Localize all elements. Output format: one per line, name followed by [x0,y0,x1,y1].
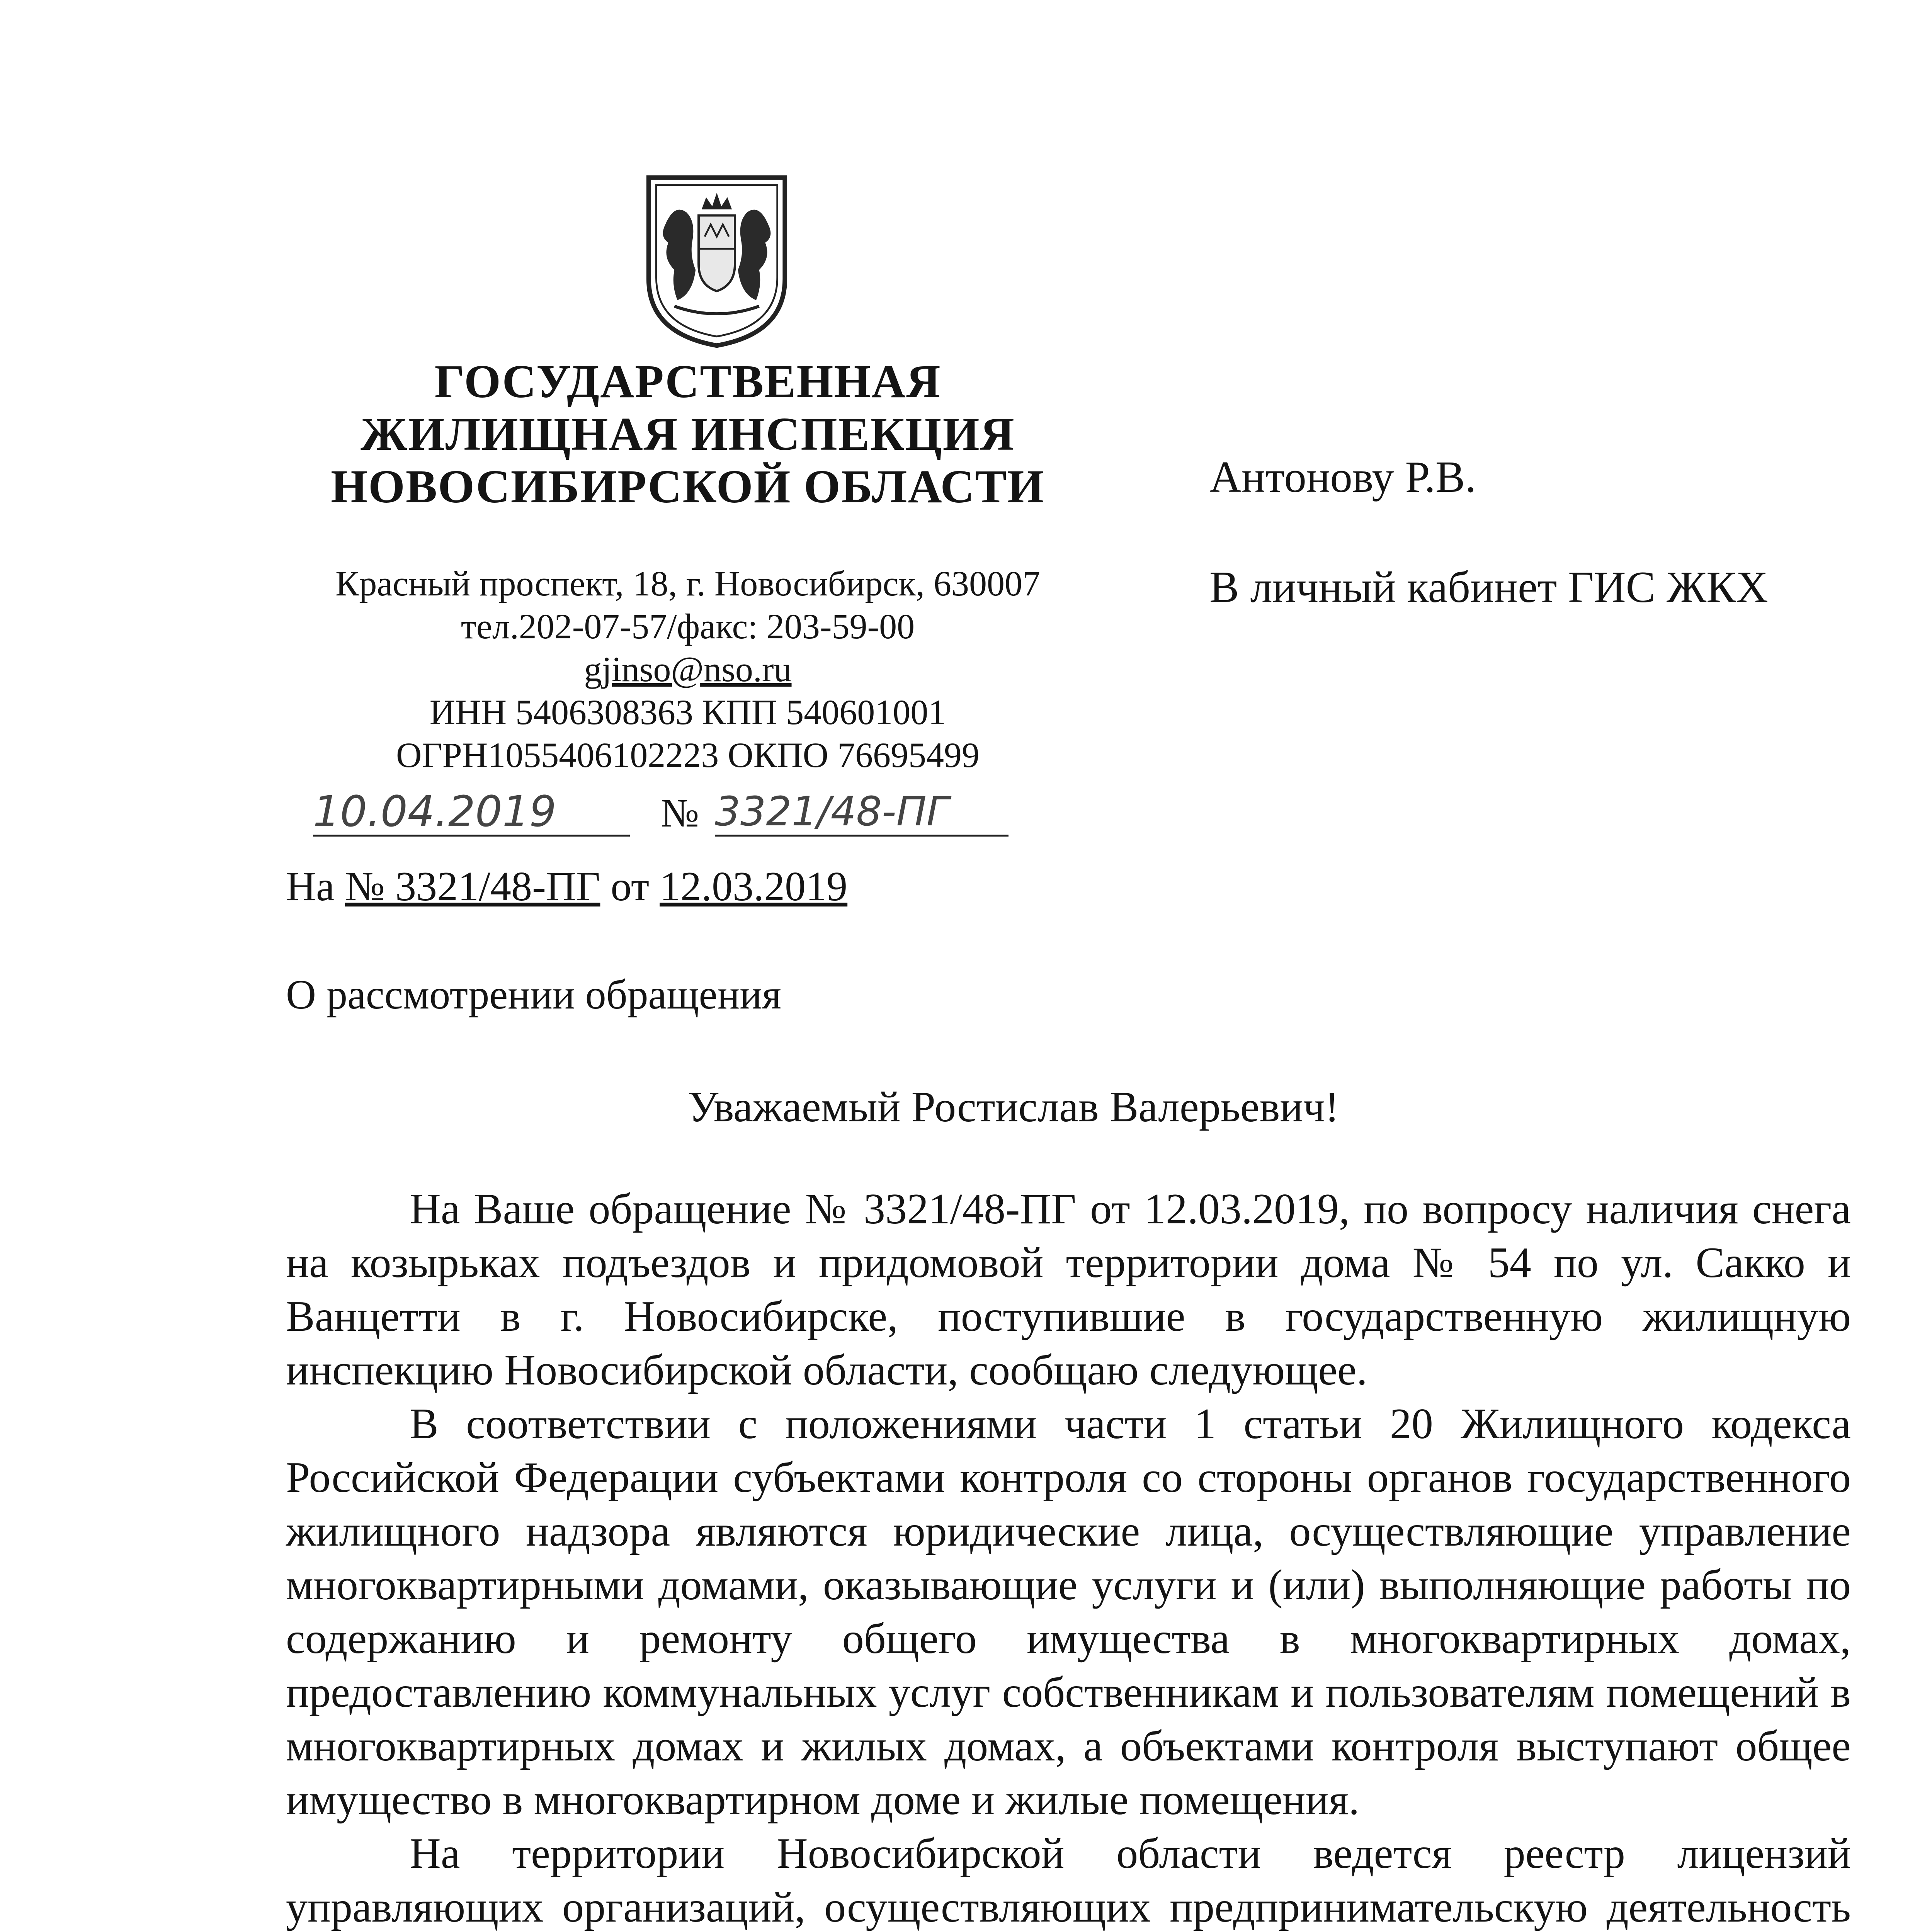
registration-block [305,781,1039,846]
organization-email-link[interactable]: gjinso@nso.ru [584,650,792,689]
registration-date-handwritten: 10.04.2019 [313,788,630,837]
addressee-destination: В личный кабинет ГИС ЖКХ [1209,563,1768,612]
organization-name-line: ЖИЛИЩНАЯ ИНСПЕКЦИЯ [361,408,1015,460]
body-paragraph: На территории Новосибирской области ведется реестр лицензий управляющих организаций, осуществляющих предпринимательскую деятельность [286,1830,1851,1931]
organization-name [301,355,1074,513]
organization-name-line: ГОСУДАРСТВЕННАЯ [434,355,941,408]
reference-date: 12.03.2019 [660,864,848,910]
coat-of-arms-icon [638,170,796,352]
body-paragraph: На Ваше обращение № 3321/48-ПГ от 12.03.2019, по вопросу наличия снега на козырьках подъездов и придомовой территории дома № 54 по ул. Сакко и Ванцетти в г. Новосибирске, поступившие в государственную жилищную инспекцию Новосибирской области, сообщаю следующее. [286,1185,1851,1394]
organization-phone-fax: тел.202-07-57/факс: 203-59-00 [461,607,915,646]
letter-salutation: Уважаемый Ростислав Валерьевич! [688,1083,1339,1131]
reference-prefix: На [286,864,335,910]
organization-contacts [301,562,1074,777]
organization-name-line: НОВОСИБИРСКОЙ ОБЛАСТИ [331,461,1045,513]
letter-subject: О рассмотрении обращения [286,972,781,1018]
body-paragraph: В соответствии с положениями части 1 статьи 20 Жилищного кодекса Российской Федерации субъектами контроля со стороны органов государственного жилищного надзора являются юридические лица, осуществляющие управление многоквартирными домами, оказывающие услуги и (или) выполняющие работы по содержанию и ремонту общего имущества в многоквартирных домах, предоставлению коммунальных услуг собственникам и пользователям помещений в многоквартирных домах и жилых домах, а объектами контроля выступают общее имущество в многоквартирном доме и жилые помещения. [286,1400,1851,1824]
registration-number-label: № [661,791,699,835]
reference-number: № 3321/48-ПГ [345,864,600,910]
addressee-name: Антонову Р.В. [1209,452,1476,502]
letter-body [286,1182,1851,1932]
reference-line [286,862,847,912]
registration-number-handwritten: 3321/48-ПГ [715,788,1009,837]
reference-from-label: от [611,864,650,910]
organization-address: Красный проспект, 18, г. Новосибирск, 630007 [335,564,1041,603]
organization-ogrn-okpo: ОГРН1055406102223 ОКПО 76695499 [396,735,980,775]
organization-inn-kpp: ИНН 5406308363 КПП 540601001 [429,692,946,732]
